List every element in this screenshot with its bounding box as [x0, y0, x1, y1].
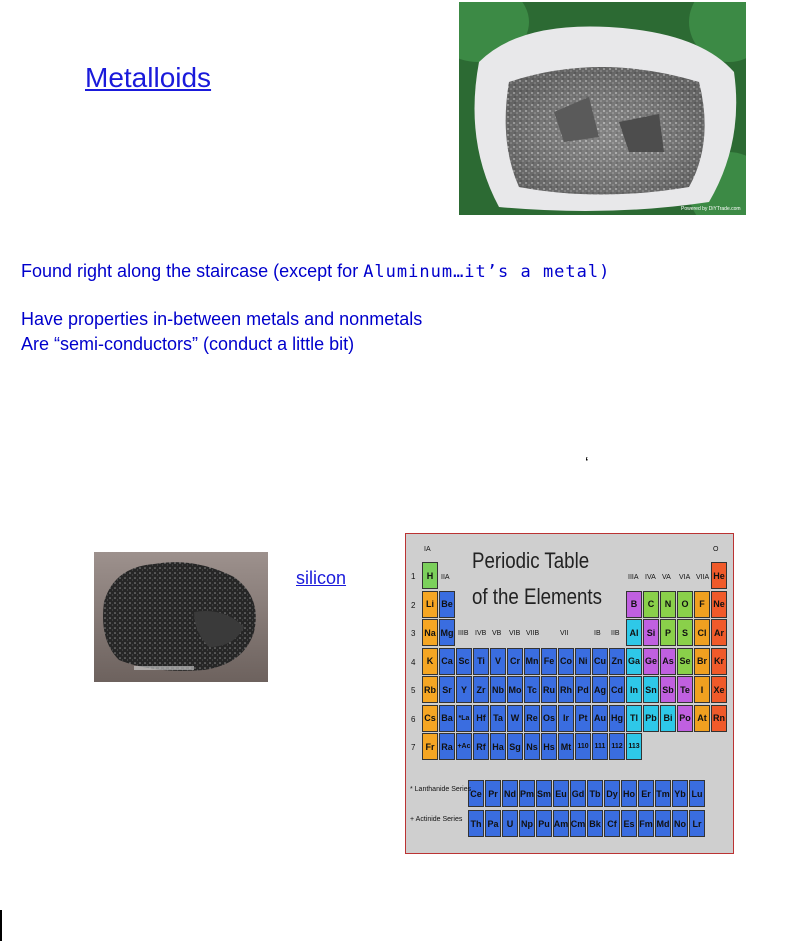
pt-element-cell: Sc [456, 648, 472, 675]
pt-element-cell: Si [643, 619, 659, 646]
pt-element-cell: Cs [422, 705, 438, 732]
pt-period-label: 2 [411, 600, 416, 610]
pt-element-cell: Ho [621, 780, 637, 807]
pt-element-cell: 110 [575, 733, 591, 760]
pt-element-cell: Mg [439, 619, 455, 646]
pt-element-cell: S [677, 619, 693, 646]
pt-element-cell: Sr [439, 676, 455, 703]
pt-element-cell: 113 [626, 733, 642, 760]
pt-group-label: VIA [679, 574, 691, 581]
pt-element-cell: U [502, 810, 518, 837]
pt-element-cell: Ha [490, 733, 506, 760]
pt-element-cell: Y [456, 676, 472, 703]
pt-element-cell: O [677, 591, 693, 618]
pt-group-label: VIB [509, 630, 521, 637]
pt-element-cell: Rh [558, 676, 574, 703]
pt-element-cell: Re [524, 705, 540, 732]
pt-element-cell: Sm [536, 780, 552, 807]
pt-title-line1: Periodic Table [472, 548, 590, 573]
pt-element-cell: Au [592, 705, 608, 732]
pt-element-cell: Ce [468, 780, 484, 807]
pt-element-cell: Eu [553, 780, 569, 807]
pt-element-cell: Na [422, 619, 438, 646]
bullet-semiconductors: Are “semi-conductors” (conduct a little bit) [21, 334, 355, 354]
pt-element-cell: Be [439, 591, 455, 618]
pt-element-cell: C [643, 591, 659, 618]
pt-group-label: VA [662, 574, 671, 581]
pt-group-label: IIIA [628, 574, 639, 581]
pt-group-label: VIIB [526, 630, 540, 637]
pt-element-cell: Gd [570, 780, 586, 807]
pt-element-cell: Zr [473, 676, 489, 703]
pt-element-cell: Br [694, 648, 710, 675]
pt-lanthanide-label: * Lanthanide Series [410, 786, 472, 793]
slide-title[interactable]: Metalloids [85, 62, 212, 93]
pt-element-cell: Ge [643, 648, 659, 675]
pt-element-cell: Xe [711, 676, 727, 703]
pt-element-cell: Ne [711, 591, 727, 618]
pt-element-cell: Os [541, 705, 557, 732]
pt-element-cell: Fm [638, 810, 654, 837]
pt-element-cell: Ti [473, 648, 489, 675]
pt-element-cell: V [490, 648, 506, 675]
pt-period-label: 1 [411, 572, 416, 581]
silicon-lump-illustration [94, 552, 268, 682]
pt-element-cell: Ar [711, 619, 727, 646]
pt-element-cell: I [694, 676, 710, 703]
bullet-properties: Have properties in-between metals and nonmetals [21, 309, 423, 329]
pt-element-cell: Mt [558, 733, 574, 760]
pt-element-cell: Pa [485, 810, 501, 837]
pt-element-cell: Dy [604, 780, 620, 807]
pt-element-cell: Ir [558, 705, 574, 732]
pt-period-label: 3 [411, 629, 416, 638]
pt-title-line2: of the Elements [472, 584, 602, 609]
pt-element-cell: Po [677, 705, 693, 732]
pt-element-cell: Ru [541, 676, 557, 703]
pt-element-cell: Pm [519, 780, 535, 807]
pt-element-cell: W [507, 705, 523, 732]
pt-element-cell: Cl [694, 619, 710, 646]
pt-period-label: 4 [411, 657, 416, 667]
pt-group-label: O [713, 546, 719, 553]
pt-group-label: IVB [475, 630, 487, 637]
pt-group-label: VII [560, 630, 569, 637]
silicon-link[interactable]: silicon [296, 568, 347, 588]
pt-element-cell: Fe [541, 648, 557, 675]
pt-element-cell: Pd [575, 676, 591, 703]
pt-element-cell: Tl [626, 705, 642, 732]
pt-element-cell: Ns [524, 733, 540, 760]
pt-element-cell: Kr [711, 648, 727, 675]
left-edge-bar [0, 910, 2, 941]
metalloid-bag-illustration [459, 2, 746, 215]
pt-group-label: IIA [441, 574, 450, 581]
pt-element-cell: K [422, 648, 438, 675]
pt-element-cell: Hs [541, 733, 557, 760]
pt-actinide-label: + Actinide Series [410, 816, 463, 823]
pt-element-cell: Sb [660, 676, 676, 703]
bullet-staircase-mono: Aluminum…it’s a metal) [363, 262, 611, 282]
pt-element-cell: Tm [655, 780, 671, 807]
pt-element-cell: Cd [609, 676, 625, 703]
pt-element-cell: Fr [422, 733, 438, 760]
silicon-photo [94, 552, 268, 682]
pt-element-cell: N [660, 591, 676, 618]
pt-element-cell: No [672, 810, 688, 837]
pt-element-cell: Ag [592, 676, 608, 703]
pt-element-cell: Nb [490, 676, 506, 703]
pt-element-cell: Co [558, 648, 574, 675]
pt-element-cell: Np [519, 810, 535, 837]
pt-element-cell: *La [456, 705, 472, 732]
pt-element-cell: B [626, 591, 642, 618]
stray-mark: ‘ [585, 455, 589, 472]
pt-element-cell: Li [422, 591, 438, 618]
pt-element-cell: 111 [592, 733, 608, 760]
pt-element-cell: Mo [507, 676, 523, 703]
pt-element-cell: Hf [473, 705, 489, 732]
pt-element-cell: Bi [660, 705, 676, 732]
pt-element-cell: F [694, 591, 710, 618]
pt-period-label: 6 [411, 714, 416, 724]
pt-element-cell: Th [468, 810, 484, 837]
pt-element-cell: H [422, 562, 438, 589]
pt-element-cell: Te [677, 676, 693, 703]
bag-photo-caption: Powered by DiYTrade.com [681, 206, 741, 212]
pt-element-cell: Pb [643, 705, 659, 732]
pt-element-cell: Sg [507, 733, 523, 760]
pt-element-cell: Hg [609, 705, 625, 732]
pt-group-label: IVA [645, 574, 656, 581]
pt-element-cell: Cu [592, 648, 608, 675]
pt-element-cell: Bk [587, 810, 603, 837]
pt-element-cell: Rb [422, 676, 438, 703]
pt-element-cell: Er [638, 780, 654, 807]
pt-element-cell: He [711, 562, 727, 589]
pt-element-cell: Se [677, 648, 693, 675]
pt-element-cell: Lu [689, 780, 705, 807]
pt-element-cell: In [626, 676, 642, 703]
pt-group-label: VIIA [696, 574, 710, 581]
bullet-staircase-text: Found right along the staircase (except for [21, 261, 364, 281]
pt-element-cell: Md [655, 810, 671, 837]
pt-element-cell: Al [626, 619, 642, 646]
pt-group-label: IIB [611, 630, 620, 637]
pt-element-cell: Ni [575, 648, 591, 675]
bullet-staircase [21, 261, 610, 282]
pt-element-cell: Ra [439, 733, 455, 760]
pt-element-cell: Tb [587, 780, 603, 807]
pt-element-cell: Sn [643, 676, 659, 703]
pt-element-cell: Yb [672, 780, 688, 807]
pt-element-cell: Ta [490, 705, 506, 732]
pt-element-cell: Am [553, 810, 569, 837]
pt-element-cell: Lr [689, 810, 705, 837]
pt-element-cell: As [660, 648, 676, 675]
pt-group-label: IB [594, 630, 601, 637]
pt-element-cell: Pt [575, 705, 591, 732]
pt-element-cell: Mn [524, 648, 540, 675]
pt-element-cell: Tc [524, 676, 540, 703]
pt-element-cell: Zn [609, 648, 625, 675]
pt-group-label: IA [424, 546, 431, 553]
pt-element-cell: P [660, 619, 676, 646]
pt-element-cell: Ba [439, 705, 455, 732]
pt-element-cell: Cf [604, 810, 620, 837]
pt-element-cell: 112 [609, 733, 625, 760]
pt-group-label: VB [492, 630, 502, 637]
pt-element-cell: Ca [439, 648, 455, 675]
pt-group-label: IIIB [458, 630, 469, 637]
pt-element-cell: Rf [473, 733, 489, 760]
pt-element-cell: Pr [485, 780, 501, 807]
pt-element-cell: At [694, 705, 710, 732]
pt-element-cell: Cm [570, 810, 586, 837]
pt-period-label: 5 [411, 686, 416, 695]
periodic-table-image [405, 533, 734, 854]
metalloid-bag-photo [459, 2, 746, 215]
pt-element-cell: Cr [507, 648, 523, 675]
pt-element-cell: Nd [502, 780, 518, 807]
pt-element-cell: Es [621, 810, 637, 837]
pt-element-cell: Pu [536, 810, 552, 837]
pt-element-cell: Rn [711, 705, 727, 732]
pt-element-cell: +Ac [456, 733, 472, 760]
pt-period-label: 7 [411, 743, 416, 752]
pt-element-cell: Ga [626, 648, 642, 675]
